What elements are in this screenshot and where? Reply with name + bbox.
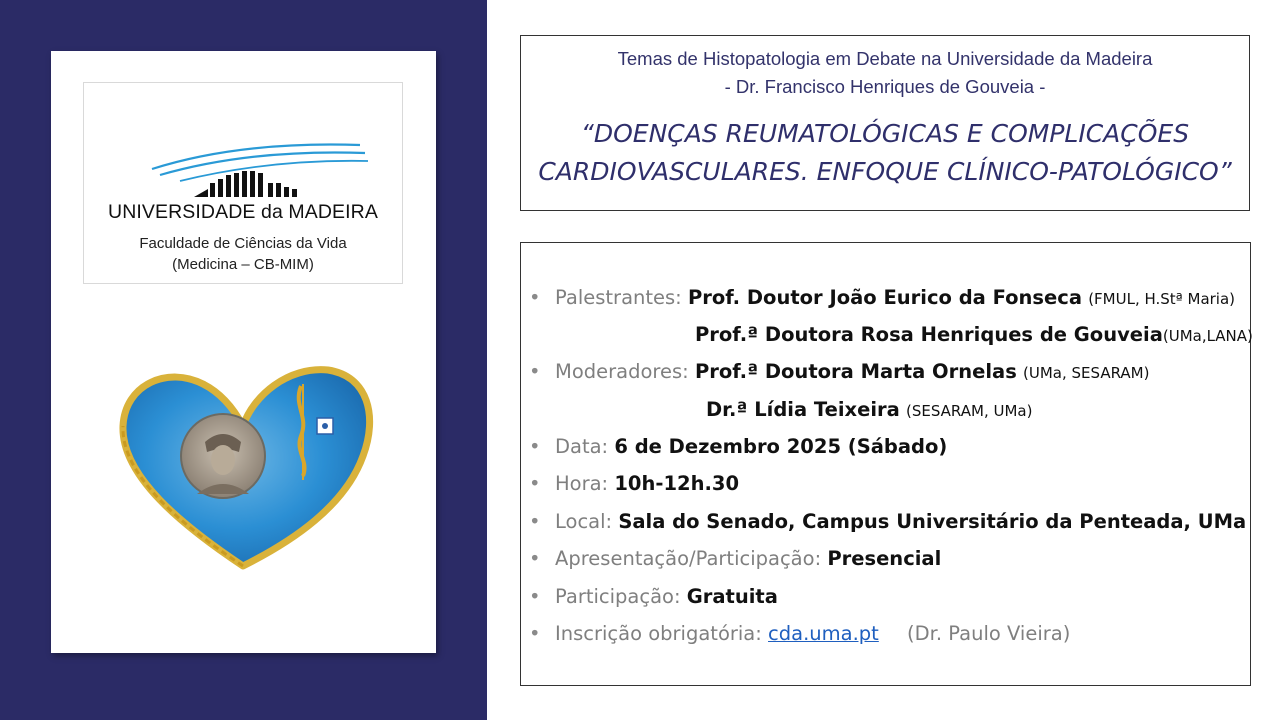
moderator-affiliation: (SESARAM, UMa) — [906, 402, 1033, 420]
moderator-name: Prof.ª Doutora Marta Ornelas — [694, 360, 1017, 383]
moderator-name: Dr.ª Lídia Teixeira — [706, 398, 900, 421]
event-title-box — [520, 35, 1250, 211]
time-value: 10h-12h.30 — [614, 472, 740, 495]
university-name: UNIVERSIDADE da MADEIRA — [108, 201, 378, 223]
participation-value: Gratuita — [686, 585, 778, 608]
registration-contact: (Dr. Paulo Vieira) — [907, 622, 1071, 645]
location-value: Sala do Senado, Campus Universitário da Penteada, UMa — [618, 510, 1247, 533]
faculty-name — [84, 233, 402, 275]
speaker-affiliation: (UMa,LANA) — [1162, 327, 1253, 345]
poster-card — [51, 51, 436, 653]
speaker-name: Prof.ª Doutora Rosa Henriques de Gouveia — [695, 323, 1163, 346]
university-logo-box — [83, 82, 403, 284]
date-label: Data: — [555, 435, 609, 458]
event-series: Temas de Histopatologia em Debate na Universidade da Madeira — [617, 48, 1153, 69]
speaker-affiliation: (FMUL, H.Stª Maria) — [1088, 290, 1236, 308]
bullet: • — [529, 585, 541, 608]
moderators-label: Moderadores: — [555, 360, 689, 383]
bullet: • — [529, 472, 541, 495]
university-logo-icon — [150, 139, 370, 199]
event-title-line: CARDIOVASCULARES. ENFOQUE CLÍNICO-PATOLÓGICO” — [538, 157, 1232, 186]
faculty-line: Faculdade de Ciências da Vida — [139, 235, 347, 252]
participation-label: Participação: — [555, 585, 681, 608]
heart-illustration — [113, 356, 383, 578]
registration-link[interactable]: cda.uma.pt — [768, 622, 879, 645]
bullet: • — [529, 286, 541, 309]
registration-label: Inscrição obrigatória: — [555, 622, 762, 645]
bullet: • — [529, 360, 541, 383]
bullet: • — [529, 435, 541, 458]
speaker-name: Prof. Doutor João Eurico da Fonseca — [687, 286, 1082, 309]
event-honoree: - Dr. Francisco Henriques de Gouveia - — [724, 76, 1046, 97]
presentation-value: Presencial — [827, 547, 942, 570]
event-title — [521, 115, 1249, 191]
date-value: 6 de Dezembro 2025 (Sábado) — [614, 435, 948, 458]
event-title-line: “DOENÇAS REUMATOLÓGICAS E COMPLICAÇÕES — [580, 119, 1190, 148]
event-details-box — [520, 242, 1251, 686]
faculty-subline: (Medicina – CB-MIM) — [172, 256, 314, 273]
bullet: • — [529, 622, 541, 645]
presentation-label: Apresentação/Participação: — [555, 547, 822, 570]
bullet: • — [529, 510, 541, 533]
time-label: Hora: — [555, 472, 609, 495]
bullet: • — [529, 547, 541, 570]
location-label: Local: — [555, 510, 613, 533]
moderator-affiliation: (UMa, SESARAM) — [1023, 364, 1150, 382]
speakers-label: Palestrantes: — [555, 286, 682, 309]
